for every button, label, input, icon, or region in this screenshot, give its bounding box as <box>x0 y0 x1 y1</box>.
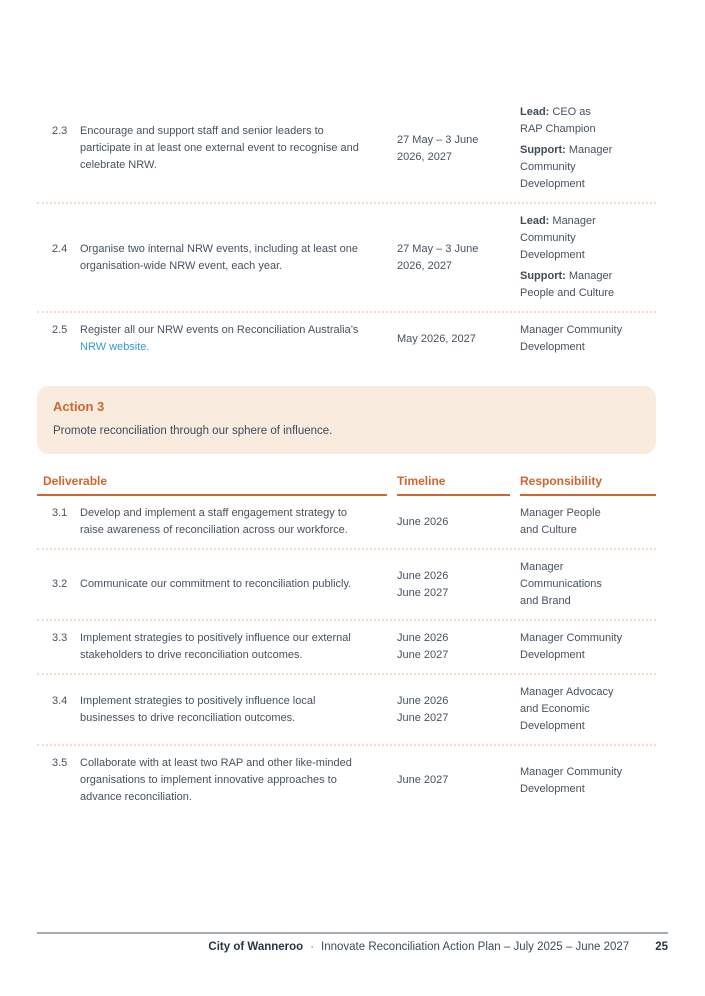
page-number: 25 <box>655 941 668 953</box>
deliverable-cell <box>37 322 387 356</box>
column-header-timeline: Timeline <box>397 474 510 496</box>
timeline-cell <box>397 630 510 664</box>
resp-line: Development <box>520 720 585 732</box>
support-group <box>520 142 656 193</box>
resp-line: Communications <box>520 578 602 590</box>
deliverable-cell <box>37 505 387 539</box>
deliverable-cell <box>37 630 387 664</box>
deliverable-cell <box>37 241 387 275</box>
timeline-cell <box>397 241 510 275</box>
action-title: Action 3 <box>53 399 105 414</box>
timeline-line: June 2026 <box>397 569 449 582</box>
resp-line: RAP Champion <box>520 123 596 135</box>
timeline-line: June 2027 <box>397 586 449 599</box>
row-number: 3.1 <box>52 507 68 519</box>
responsibility-cell <box>520 104 656 193</box>
deliverable-text-pre: Register all our NRW events on Reconciliation Australia’s <box>80 324 359 336</box>
timeline-line: 27 May – 3 June <box>397 242 479 255</box>
support-group <box>520 268 656 302</box>
page-content <box>37 0 656 815</box>
table-row-3-3 <box>37 621 656 673</box>
resp-line: and Economic <box>520 703 590 715</box>
support-label: Support: <box>520 270 566 282</box>
deliverable-cell <box>37 693 387 727</box>
row-number: 2.5 <box>52 324 68 336</box>
timeline-cell <box>397 772 510 789</box>
resp-line: Manager People <box>520 507 601 519</box>
table-row-2-5 <box>37 313 656 365</box>
row-number: 3.3 <box>52 632 68 644</box>
row-number: 3.2 <box>52 578 68 590</box>
timeline-line: 2026, 2027 <box>397 150 453 163</box>
resp-line: and Culture <box>520 524 577 536</box>
deliverable-text <box>80 322 387 356</box>
resp-line: Manager Community <box>520 765 623 778</box>
responsibility-cell <box>520 764 656 798</box>
resp-line: Development <box>520 649 585 661</box>
timeline-cell <box>397 693 510 727</box>
lead-group <box>520 213 656 264</box>
footer-document-title: Innovate Reconciliation Action Plan – July 2025 – June 2027 <box>321 941 630 953</box>
timeline-line: June 2027 <box>397 711 449 724</box>
resp-line: Manager <box>568 270 613 282</box>
deliverable-text: Encourage and support staff and senior leaders to participate in at least one external event to recognise and celebrate NRW. <box>80 125 359 171</box>
responsibility-cell <box>520 505 656 539</box>
support-label: Support: <box>520 144 566 156</box>
row-number: 2.4 <box>52 242 68 255</box>
responsibility-cell <box>520 322 656 356</box>
timeline-line: June 2026 <box>397 632 449 644</box>
resp-line: Development <box>520 782 585 795</box>
resp-line: Manager <box>552 215 596 227</box>
resp-line: Community <box>520 161 576 173</box>
resp-line: Manager Advocacy <box>520 686 614 698</box>
timeline-cell <box>397 331 510 348</box>
resp-line: CEO as <box>552 106 591 118</box>
deliverable-cell <box>37 755 387 806</box>
resp-line: People and Culture <box>520 287 615 299</box>
row-number: 3.4 <box>52 694 68 707</box>
timeline-cell <box>397 132 510 166</box>
resp-line: Community <box>520 232 576 244</box>
row-number: 2.3 <box>52 125 68 137</box>
responsibility-cell <box>520 213 656 302</box>
timeline-line: May 2026, 2027 <box>397 332 476 345</box>
table-row-2-4 <box>37 204 656 311</box>
footer-separator-dot: · <box>310 941 315 953</box>
deliverable-text: Develop and implement a staff engagement strategy to raise awareness of reconciliation across our workforce. <box>80 507 348 536</box>
footer-brand: City of Wanneroo <box>208 941 304 953</box>
deliverable-text: Implement strategies to positively influence our external stakeholders to drive reconciliation outcomes. <box>80 632 351 661</box>
table-row-3-1 <box>37 496 656 548</box>
table-header-row <box>37 474 656 496</box>
timeline-line: June 2027 <box>397 774 449 786</box>
resp-line: Manager <box>520 561 564 573</box>
table-row-3-4 <box>37 675 656 744</box>
resp-line: Development <box>520 341 585 353</box>
timeline-line: 2026, 2027 <box>397 259 453 272</box>
lead-label: Lead: <box>520 215 550 227</box>
table-row-3-2 <box>37 550 656 619</box>
deliverable-text: Organise two internal NRW events, including at least one organisation-wide NRW event, each year. <box>80 242 358 272</box>
responsibility-cell <box>520 630 656 664</box>
timeline-line: June 2026 <box>397 515 449 528</box>
table-row-2-3 <box>37 95 656 202</box>
timeline-cell <box>397 514 510 531</box>
column-header-deliverable: Deliverable <box>37 474 387 496</box>
lead-group <box>520 104 656 138</box>
lead-label: Lead: <box>520 106 550 118</box>
action-description: Promote reconciliation through our sphere of influence. <box>53 425 333 437</box>
deliverable-text: Communicate our commitment to reconciliation publicly. <box>80 578 352 590</box>
deliverable-text: Collaborate with at least two RAP and other like-minded organisations to implement innovative approaches to advance reconciliation. <box>80 757 352 803</box>
resp-line: Development <box>520 249 585 261</box>
row-number: 3.5 <box>52 757 68 769</box>
action-3-callout <box>37 386 656 454</box>
deliverable-cell <box>37 576 387 593</box>
responsibility-cell <box>520 559 656 610</box>
page-footer <box>37 932 668 953</box>
timeline-cell <box>397 568 510 602</box>
timeline-line: June 2026 <box>397 694 449 707</box>
table-row-3-5 <box>37 746 656 815</box>
responsibility-cell <box>520 684 656 735</box>
timeline-line: June 2027 <box>397 649 449 661</box>
column-header-responsibility: Responsibility <box>520 474 656 496</box>
resp-line: and Brand <box>520 595 571 607</box>
resp-line: Development <box>520 178 585 190</box>
resp-line: Manager Community <box>520 632 623 644</box>
deliverable-text: Implement strategies to positively influence local businesses to drive reconciliation outcomes. <box>80 694 316 724</box>
timeline-line: 27 May – 3 June <box>397 133 479 146</box>
resp-line: Manager Community <box>520 324 623 336</box>
nrw-website-link[interactable]: NRW website. <box>80 341 150 353</box>
deliverable-cell <box>37 123 387 174</box>
resp-line: Manager <box>568 144 613 156</box>
